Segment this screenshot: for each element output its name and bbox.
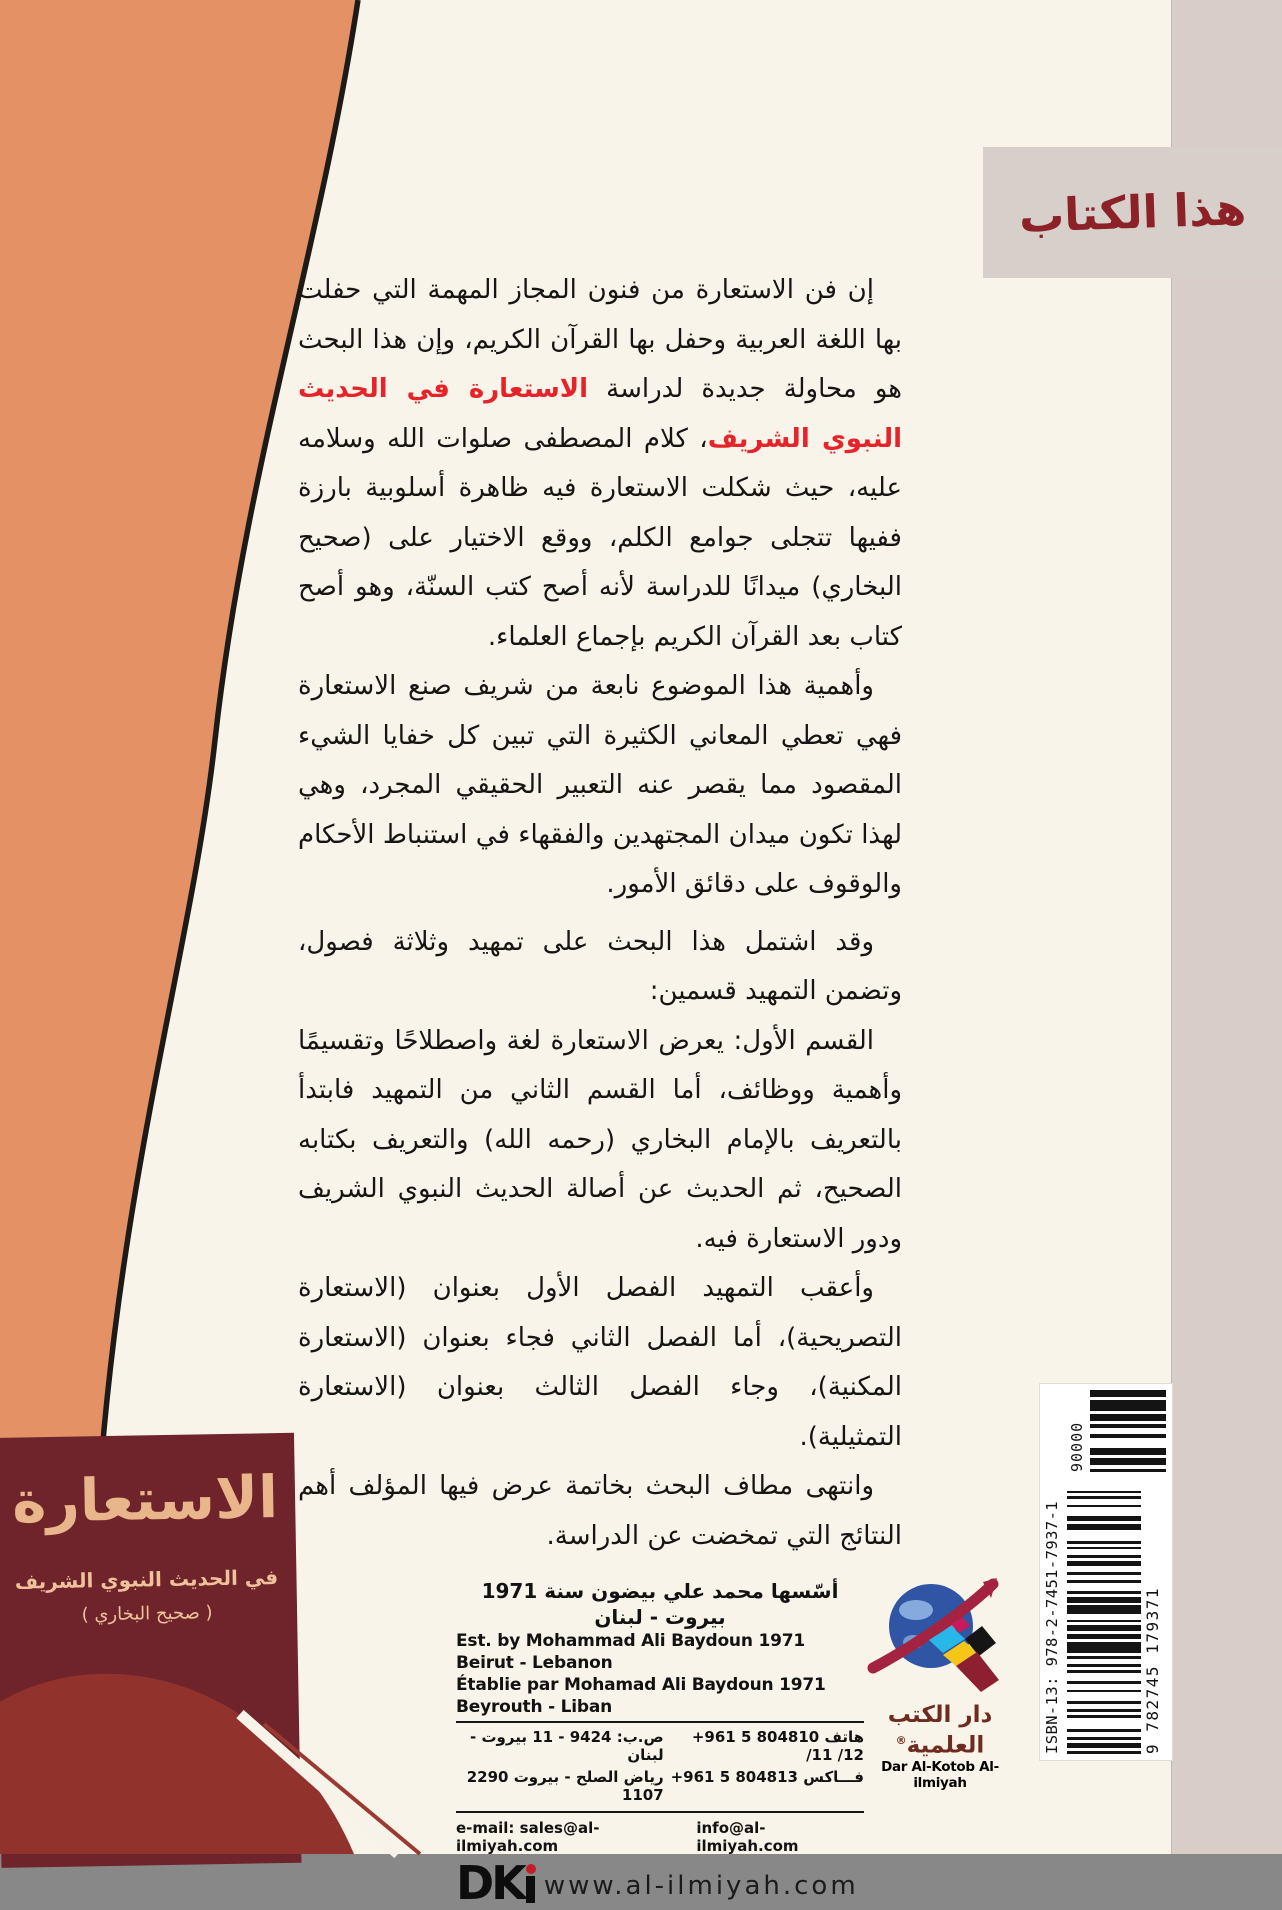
publisher-email-row [456,1813,864,1855]
addon-barcode-bars [1090,1390,1166,1472]
dki-i-stem [526,1876,535,1903]
thumbnail-edition-note: ( صحيح البخاري ) [81,1602,213,1626]
blurb-paragraph-4: القسم الأول: يعرض الاستعارة لغة واصطلاحًا وتقسيمًا وأهمية ووظائف، أما القسم الثاني من التمهيد فابتدأ بالتعريف بالإمام البخاري (رحمه الله) والتعريف بكتابه الصحيح، ثم الحديث عن أصالة الحديث النبوي الشريف ودور الاستعارة فيه. [298,1025,902,1254]
blurb-paragraph-2: وأهمية هذا الموضوع نابعة من شريف صنع الاستعارة فهي تعطي المعاني الكثيرة التي تبين كل خفايا الشيء المقصود مما يقصر عنه التعبير الحقيقي المجرد، وهي لهذا تكون ميدان المجتهدين والفقهاء في استنباط الأحكام والوقوف على دقائق الأمور. [298,671,902,899]
isbn-text: ISBN-13: 978-2-7451-7937-1 [1043,1500,1061,1754]
blurb-paragraph-1 [298,266,902,662]
barcode-rotated-content [1040,1384,1172,1760]
publisher-est-english: Est. by Mohammad Ali Baydoun 1971 Beirut - Lebanon [456,1631,805,1673]
publisher-address-column [456,1728,664,1804]
publisher-block [456,1578,864,1910]
dki-logo: DK [456,1856,524,1910]
ean-barcode-bars [1067,1490,1141,1754]
publisher-est-french: Établie par Mohamad Ali Baydoun 1971 Beyrouth - Liban [456,1674,864,1723]
blurb-paragraph-6: وانتهى مطاف البحث بخاتمة عرض فيها المؤلف أهم النتائج التي تمخضت عن الدراسة. [298,1471,902,1551]
blurb-p1-before: إن فن الاستعارة من فنون المجاز المهمة التي حفلت بها اللغة العربية وحفل بها القرآن الكريم، وإن هذا البحث هو محاولة جديدة لدراسة [298,275,902,404]
phone-number: +961 5 804810 /11 /12 [691,1728,864,1764]
dki-website-row [456,1856,864,1910]
dki-logo-i-icon [526,1864,536,1903]
pobox-line: ص.ب: 9424 - 11 بيروت - لبنان [470,1728,664,1764]
blurb-p1-highlight: الاستعارة في الحديث النبوي الشريف [298,374,902,454]
back-cover-blurb [298,266,902,1561]
brand-ar-text: دار الكتب العلمية [887,1702,993,1759]
ean-digits: 9 782745 179371 [1143,1587,1162,1754]
corner-red-decor [0,1630,460,1854]
brand-name-arabic [860,1702,1020,1759]
sales-email: e-mail: sales@al-ilmiyah.com [456,1819,600,1855]
fax-number: +961 5 804813 [670,1768,798,1786]
isbn-barcode-panel [1040,1384,1172,1760]
phone-label: هاتف [824,1728,864,1746]
publisher-founded-arabic: أسّسها محمد علي بيضون سنة 1971 بيروت - لبنان [481,1579,839,1629]
address-line: رياض الصلح - بيروت 2290 1107 [466,1768,664,1804]
publisher-website: www.al-ilmiyah.com [543,1871,859,1901]
this-book-box [983,147,1282,278]
globe-logo-icon [871,1576,1009,1694]
dki-red-dot-icon [526,1864,536,1874]
brand-name-english: Dar Al-Kotob Al-ilmiyah [881,1758,999,1791]
publisher-contact-rows [456,1723,864,1813]
barcode-addon-number: 90000 [1068,1421,1086,1472]
thumbnail-title: الاستعارة [11,1463,279,1536]
fax-label: فـــاكس [803,1768,864,1786]
info-email: info@al-ilmiyah.com [696,1819,799,1855]
publisher-phone-column [664,1728,864,1804]
fax-line [664,1768,864,1786]
this-book-calligraphy: هذا الكتاب [1018,182,1247,243]
blurb-paragraph-5: وأعقب التمهيد الفصل الأول بعنوان (الاستعارة التصريحية)، أما الفصل الثاني فجاء بعنوان (الاستعارة المكنية)، وجاء الفصل الثالث بعنوان (الاستعارة التمثيلية). [298,1273,902,1452]
publisher-brand [860,1576,1020,1791]
registered-mark: ® [895,1734,907,1747]
blurb-p1-after: ، كلام المصطفى صلوات الله وسلامه عليه، حيث شكلت الاستعارة فيه ظاهرة أسلوبية بارزة ففيها تتجلى جوامع الكلم، ووقع الاختيار على (صحيح البخاري) ميدانًا للدراسة لأنه أصح كتب السنّة، وهو أصح كتاب بعد القرآن الكريم بإجماع العلماء. [298,423,902,652]
blurb-paragraph-3: وقد اشتمل هذا البحث على تمهيد وثلاثة فصول، وتضمن التمهيد قسمين: [298,926,902,1006]
phone-line [664,1728,864,1764]
thumbnail-subtitle: في الحديث النبوي الشريف [14,1565,279,1594]
